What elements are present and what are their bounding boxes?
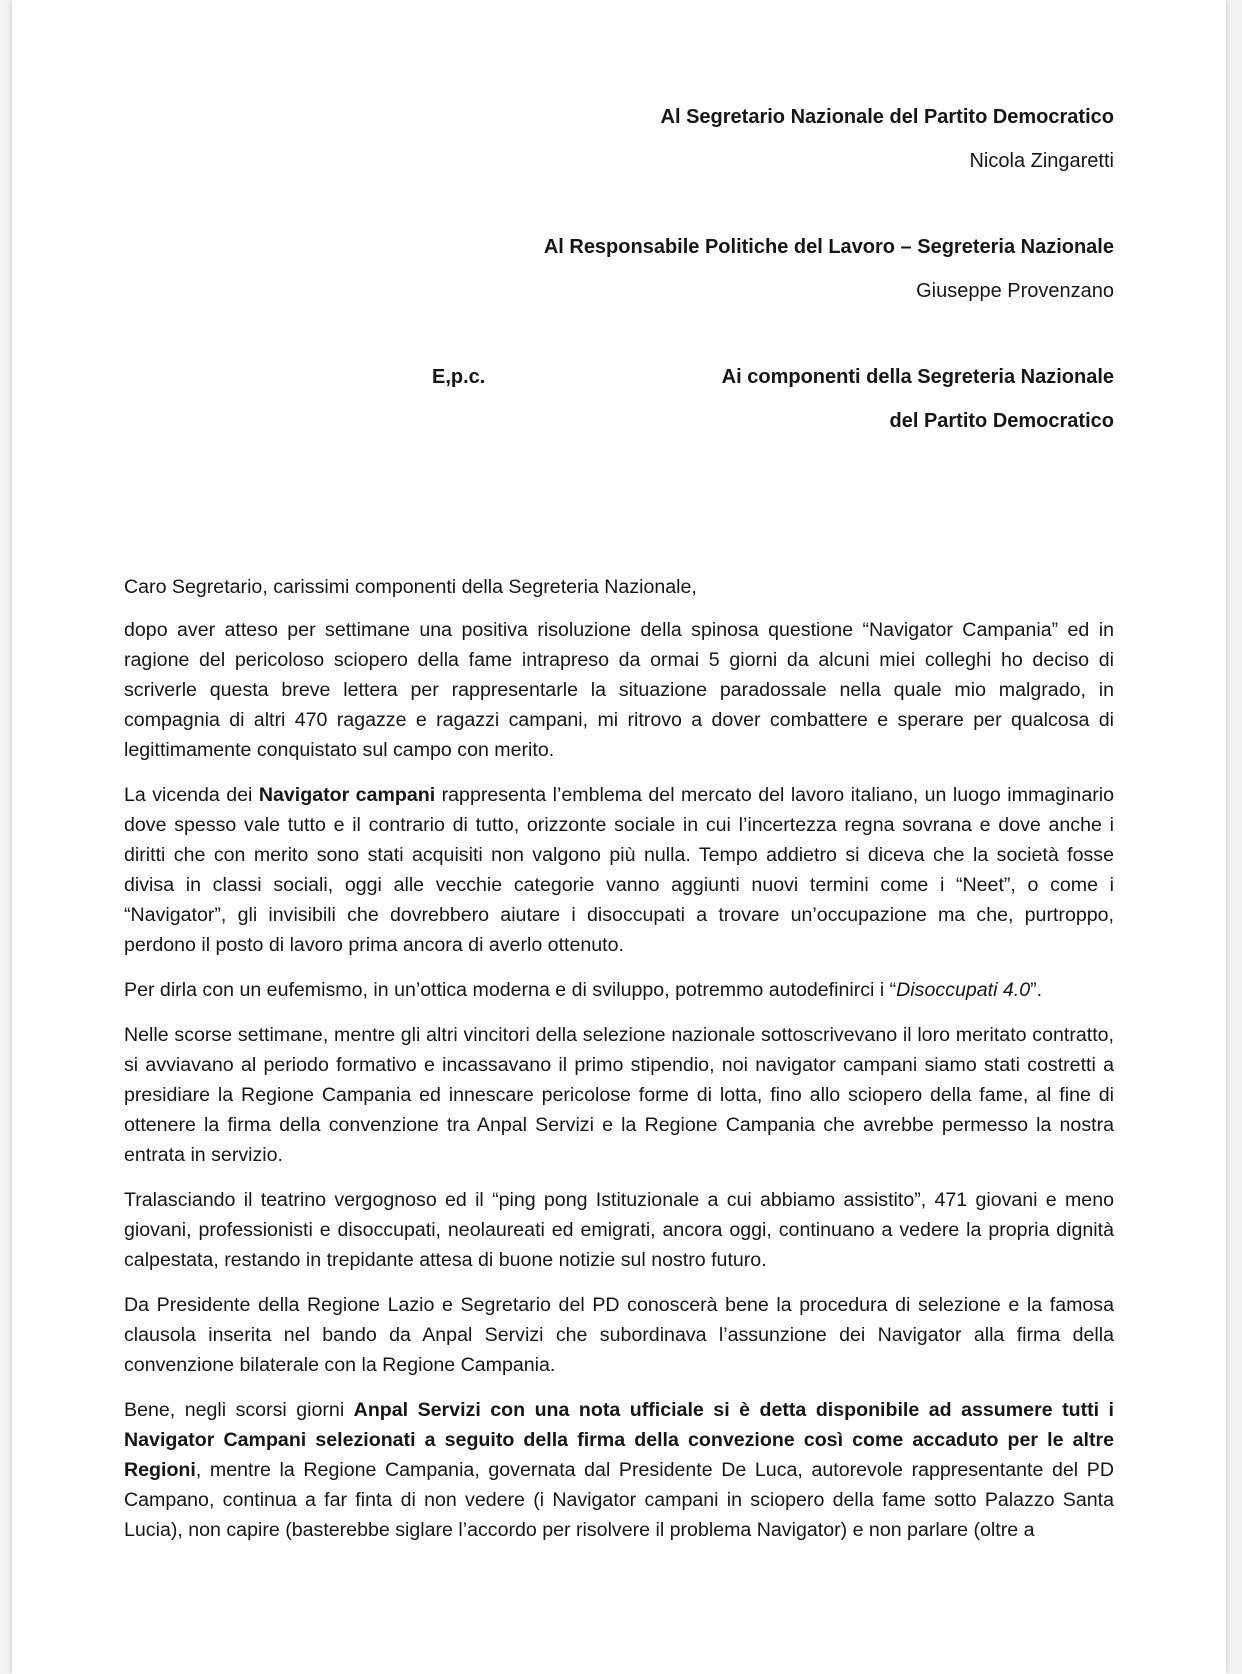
addressee-componenti-line2: del Partito Democratico — [889, 410, 1114, 432]
paragraph-2-text-a: La vicenda dei — [124, 784, 259, 806]
letter-body — [124, 572, 1114, 1560]
paragraph-7-text-a: Bene, negli scorsi giorni — [124, 1399, 354, 1421]
paragraph-3-italic: Disoccupati 4.0 — [896, 979, 1031, 1001]
addressee-componenti-line1: Ai componenti della Segreteria Nazionale — [721, 366, 1114, 388]
paragraph-4: Nelle scorse settimane, mentre gli altri vincitori della selezione nazionale sottoscrivevano il loro meritato contratto, si avviavano al periodo formativo e incassavano il primo stipendio, noi navigator campani siamo stati costretti a presidiare la Regione Campania ed innescare pericolose forme di lotta, fino allo sciopero della fame, al fine di ottenere la firma della convenzione tra Anpal Servizi e la Regione Campania che avrebbe permesso la nostra entrata in servizio. — [124, 1024, 1114, 1166]
paragraph-6: Da Presidente della Regione Lazio e Segretario del PD conoscerà bene la procedura di selezione e la famosa clausola inserita nel bando da Anpal Servizi che subordinava l’assunzione dei Navigator alla firma della convenzione bilaterale con la Regione Campania. — [124, 1294, 1114, 1376]
paragraph-7 — [124, 1395, 1114, 1545]
paragraph-3-text-b: ”. — [1030, 979, 1043, 1001]
paragraph-3-text-a: Per dirla con un eufemismo, in un’ottica moderna e di sviluppo, potremmo autodefinirci i “ — [124, 979, 897, 1001]
paragraph-2-bold: Navigator campani — [258, 784, 436, 806]
paragraph-1: dopo aver atteso per settimane una positiva risoluzione della spinosa questione “Navigator Campania” ed in ragione del pericoloso sciopero della fame intrapreso da ormai 5 giorni da alcuni miei colleghi ho deciso di scriverle questa breve lettera per rappresentarle la situazione paradossale nella quale mio malgrado, in compagnia di altri 470 ragazze e ragazzi campani, mi ritrovo a dover combattere e sperare per qualcosa di legittimamente conquistato sul campo con merito. — [124, 619, 1114, 761]
paragraph-7-bold: Anpal Servizi con una nota ufficiale si è detta disponibile ad assumere tutti i Navigator Campani selezionati a seguito della firma della convezione così come accaduto per le altre Regioni — [124, 1399, 1115, 1481]
greeting: Caro Segretario, carissimi componenti della Segreteria Nazionale, — [124, 576, 697, 598]
document-page — [12, 0, 1226, 1674]
addressee-responsabile-name: Giuseppe Provenzano — [916, 280, 1114, 302]
paragraph-2 — [124, 780, 1114, 960]
addressee-responsabile-title: Al Responsabile Politiche del Lavoro – Segreteria Nazionale — [543, 236, 1114, 258]
paragraph-2-text-b: rappresenta l’emblema del mercato del lavoro italiano, un luogo immaginario dove spesso vale tutto e il contrario di tutto, orizzonte sociale in cui l’incertezza regna sovrana e dove anche i diritti che con merito sono stati acquisiti non valgono più nulla. Tempo addietro si diceva che la società fosse divisa in classi sociali, oggi alle vecchie categorie vanno aggiunti nuovi termini come i “Neet”, o come i “Navigator”, gli invisibili che dovrebbero aiutare i disoccupati a trovare un’occupazione ma che, purtroppo, perdono il posto di lavoro prima ancora di averlo ottenuto. — [124, 784, 1114, 956]
addressee-segretario-title: Al Segretario Nazionale del Partito Democratico — [660, 106, 1114, 128]
paragraph-3 — [124, 975, 1114, 1005]
addressee-segretario-name: Nicola Zingaretti — [969, 150, 1114, 172]
epc-label: E,p.c. — [432, 366, 486, 388]
paragraph-7-text-b: , mentre la Regione Campania, governata dal Presidente De Luca, autorevole rappresentante del PD Campano, continua a far finta di non vedere (i Navigator campani in sciopero della fame sotto Palazzo Santa Lucia), non capire (basterebbe siglare l’accordo per risolvere il problema Navigator) e non parlare (oltre a — [124, 1459, 1114, 1541]
paragraph-5: Tralasciando il teatrino vergognoso ed il “ping pong Istituzionale a cui abbiamo assistito”, 471 giovani e meno giovani, professionisti e disoccupati, neolaureati ed emigrati, ancora oggi, continuano a vedere la propria dignità calpestata, restando in trepidante attesa di buone notizie sul nostro futuro. — [124, 1189, 1114, 1271]
